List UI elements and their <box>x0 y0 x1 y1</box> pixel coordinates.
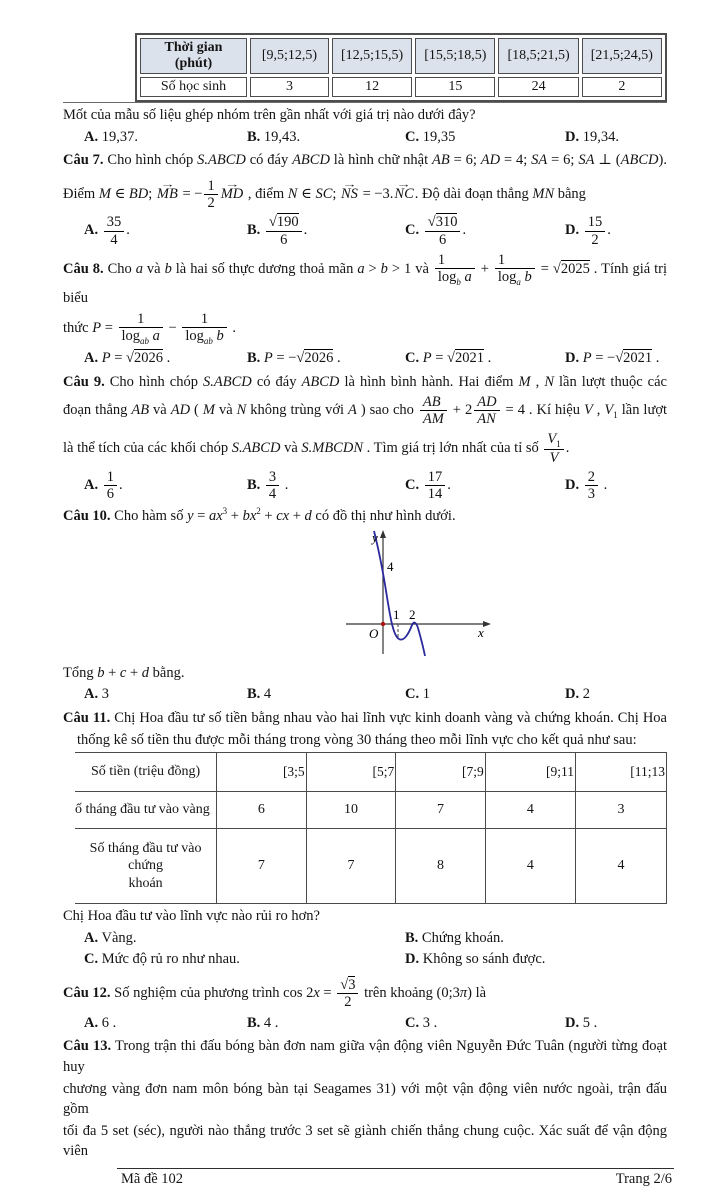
q6-table-header-row <box>140 38 662 74</box>
q11-question: Chị Hoa đầu tư vào lĩnh vực nào rủi ro hơn? <box>63 908 320 925</box>
q11-stock-value-3: 8 <box>396 829 486 904</box>
q9-text-line3: là thể tích của các khối chóp S.ABCD và S.MBCDN . Tìm giá trị lớn nhất của tỉ số $\frac{V_1}{V}$ . <box>63 430 570 466</box>
q6-value-1: 3 <box>250 77 329 97</box>
q6-value-2: 12 <box>332 77 412 97</box>
page-footer <box>117 1168 674 1188</box>
q11-header-interval-5: [11;13 <box>576 753 667 792</box>
q11-stock-label-line2: chứng <box>128 858 163 874</box>
x-axis-arrow <box>483 621 491 627</box>
q10-option-b: B. 4 <box>247 686 272 703</box>
q6-option-a: A. 19,37. <box>84 128 138 145</box>
exam-code: Mã đề 102 <box>121 1170 184 1187</box>
q10-text-line1: Câu 10. Cho hàm số $y = ax^3 + bx^2$ + cx + d có đồ thị như hình dưới. <box>63 506 456 525</box>
q6-value-5: 2 <box>582 77 662 97</box>
q6-header-interval-5: [21,5;24,5) <box>582 38 662 74</box>
q8-option-c: C. P = √2021 . <box>405 349 492 366</box>
q10-graph <box>328 529 667 662</box>
q9-text-line1: Câu 9. Cho hình chóp S.ABCD có đáy ABCD là hình bình hành. Hai điểm M , N lần lượt thuộc các <box>63 373 667 390</box>
q9-text-line2: đoạn thẳng AB và AD ( M và N không trùng với A ) sao cho $\frac{AB}{AM}$ + 2 $\frac{AD}{AN}$ = 4 . Kí hiệu V , $V_1$ lần lượt <box>63 394 668 428</box>
origin-label: O <box>369 625 379 641</box>
q13-text-line1: Câu 13. Trong trận thi đấu bóng bàn đơn nam giữa vận động viên Nguyễn Đức Tuân (người từng đoạt huy <box>63 1038 667 1076</box>
q11-investment-table <box>75 752 667 904</box>
q12-option-d: D. 5 . <box>565 1014 598 1031</box>
q7-options <box>63 213 667 248</box>
q9-option-c: C. $\frac{17}{14}$ . <box>405 468 451 503</box>
q6-header-interval-4: [18,5;21,5) <box>498 38 578 74</box>
q6-table-value-row <box>140 77 662 97</box>
q9-option-a: A. $\frac{1}{6}$ . <box>84 468 123 503</box>
q9-options <box>63 468 667 503</box>
q13-text-line2: chương vàng đơn nam môn bóng bàn tại Seagames 31) với một vận động viên nước ngoài, trận đấu gồm <box>63 1080 667 1118</box>
q11-option-a: A. Vàng. <box>84 929 137 946</box>
q12-option-b: B. 4 . <box>247 1014 279 1031</box>
q6-value-3: 15 <box>415 77 495 97</box>
q8-text-line2: thức P = $\frac{1}{\log_{ab} a}$ − $\frac{1}{\log_{ab} b}$ . <box>63 310 236 346</box>
x-axis-label: x <box>478 624 484 640</box>
q9-option-b: B. $\frac{3}{4}$ . <box>247 468 289 503</box>
q12-option-c: C. 3 . <box>405 1014 438 1031</box>
q11-gold-value-3: 7 <box>396 792 486 829</box>
q11-gold-label: ố tháng đầu tư vào vàng <box>75 792 217 829</box>
q6-frequency-table <box>135 33 667 102</box>
q8-option-d: D. P = −√2021 . <box>565 349 660 366</box>
q9-option-d: D. $\frac{2}{3}$ . <box>565 468 608 503</box>
q10-option-c: C. 1 <box>405 686 430 703</box>
q8-text-line1: Câu 8. Cho a và b là hai số thực dương thoả mãn a > b > 1 và $\frac{1}{\log_b a}$ + $\frac{1}{\log_a b}$ = √2025 . Tính giá trị biểu <box>63 251 667 307</box>
q10-options <box>63 684 667 706</box>
y-tick-4: 4 <box>387 558 394 574</box>
q6-header-interval-2: [12,5;15,5) <box>332 38 412 74</box>
q11-header-interval-4: [9;11 <box>485 753 575 792</box>
q11-text-line1: Câu 11. Chị Hoa đầu tư số tiền bằng nhau vào hai lĩnh vực kinh doanh vàng và chứng khoán. Chị Hoa <box>63 709 667 726</box>
q7-text-line2: Điểm M ∈ BD; → MB = − $\frac{1}{2}$ → MD , điểm N ∈ SC; → NS = −3.→ NC. Độ dài đoạn thẳng MN bằng <box>63 174 667 212</box>
y-axis-arrow <box>380 530 386 538</box>
q11-table-header-row <box>75 753 667 792</box>
q11-header-interval-2: [5;7 <box>306 753 396 792</box>
q11-stock-value-2: 7 <box>306 829 396 904</box>
q11-header-money: Số tiền (triệu đồng) <box>75 753 217 792</box>
q6-question: Mốt của mẫu số liệu ghép nhóm trên gần nhất với giá trị nào dưới đây? <box>63 107 476 123</box>
q11-stock-value-5: 4 <box>576 829 667 904</box>
q11-stock-label-line1: Số tháng đầu tư vào <box>89 840 202 856</box>
q6-value-4: 24 <box>498 77 578 97</box>
q11-gold-value-1: 6 <box>217 792 307 829</box>
q7-option-d: D. $\frac{15}{2}$ . <box>565 214 611 248</box>
y-axis-label: y <box>372 529 378 545</box>
q11-stock-value-1: 7 <box>217 829 307 904</box>
q6-option-d: D. 19,34. <box>565 128 619 145</box>
q6-option-b: B. 19,43. <box>247 128 301 145</box>
q6-options <box>63 127 667 149</box>
page-number: Trang 2/6 <box>615 1170 672 1187</box>
q7-option-b: B. $\frac{√190}{6}$ . <box>247 214 308 248</box>
q10-text-line2: Tổng b + c + d bằng. <box>63 664 185 681</box>
q11-text-line2: thống kê số tiền thu được mỗi tháng trong vòng 30 tháng theo mỗi lĩnh vực cho kết quả như sau: <box>77 731 637 748</box>
q6-option-c: C. 19,35 <box>405 128 456 145</box>
q6-header-interval-1: [9,5;12,5) <box>250 38 329 74</box>
q10-option-d: D. 2 <box>565 686 590 703</box>
q7-option-a: A. $\frac{35}{4}$ . <box>84 214 130 248</box>
x-tick-1: 1 <box>393 606 400 622</box>
q8-option-b: B. P = −√2026 . <box>247 349 341 366</box>
q11-header-interval-1: [3;5 <box>217 753 307 792</box>
q11-gold-value-4: 4 <box>485 792 575 829</box>
q7-option-c: C. $\frac{√310}{6}$ . <box>405 214 467 248</box>
q12-option-a: A. 6 . <box>84 1014 117 1031</box>
q11-stock-value-4: 4 <box>485 829 575 904</box>
q11-option-b: B. Chứng khoán. <box>405 929 504 946</box>
q11-header-interval-3: [7;9 <box>396 753 486 792</box>
q11-gold-row <box>75 792 667 829</box>
q8-options <box>63 348 667 370</box>
q11-gold-value-2: 10 <box>306 792 396 829</box>
q6-row-label: Số học sinh <box>140 77 247 97</box>
q8-option-a: A. P = √2026 . <box>84 349 171 366</box>
q11-option-d: D. Không so sánh được. <box>405 951 546 968</box>
q10-option-a: A. 3 <box>84 686 109 703</box>
q6-header-time: Thời gian (phút) <box>140 38 247 74</box>
q11-gold-value-5: 3 <box>576 792 667 829</box>
q11-option-c: C. Mức độ rủ ro như nhau. <box>84 951 240 968</box>
q7-text-line1: Câu 7. Cho hình chóp S.ABCD có đáy ABCD là hình chữ nhật AB = 6; AD = 4; SA = 6; SA ⊥ (ABCD). <box>63 152 667 169</box>
q13-text-line3: tối đa 5 set (séc), người nào thắng trước 3 set sẽ giành chiến thắng chung cuộc. Xác suất để vận động viên <box>63 1122 667 1160</box>
origin-dot <box>381 621 385 625</box>
cubic-curve <box>374 531 425 656</box>
section-divider <box>63 102 667 103</box>
q11-stock-label <box>75 829 217 904</box>
q6-header-interval-3: [15,5;18,5) <box>415 38 495 74</box>
q11-stock-row <box>75 829 667 904</box>
q12-text-line1: Câu 12. Số nghiệm của phương trình cos 2x = $\frac{√3}{2}$ trên khoảng (0;3π) là <box>63 977 487 1011</box>
q11-stock-label-line3: khoán <box>128 875 163 891</box>
q11-options-row1 <box>63 928 667 950</box>
x-tick-2: 2 <box>409 606 416 622</box>
q11-options-row2 <box>63 949 667 971</box>
